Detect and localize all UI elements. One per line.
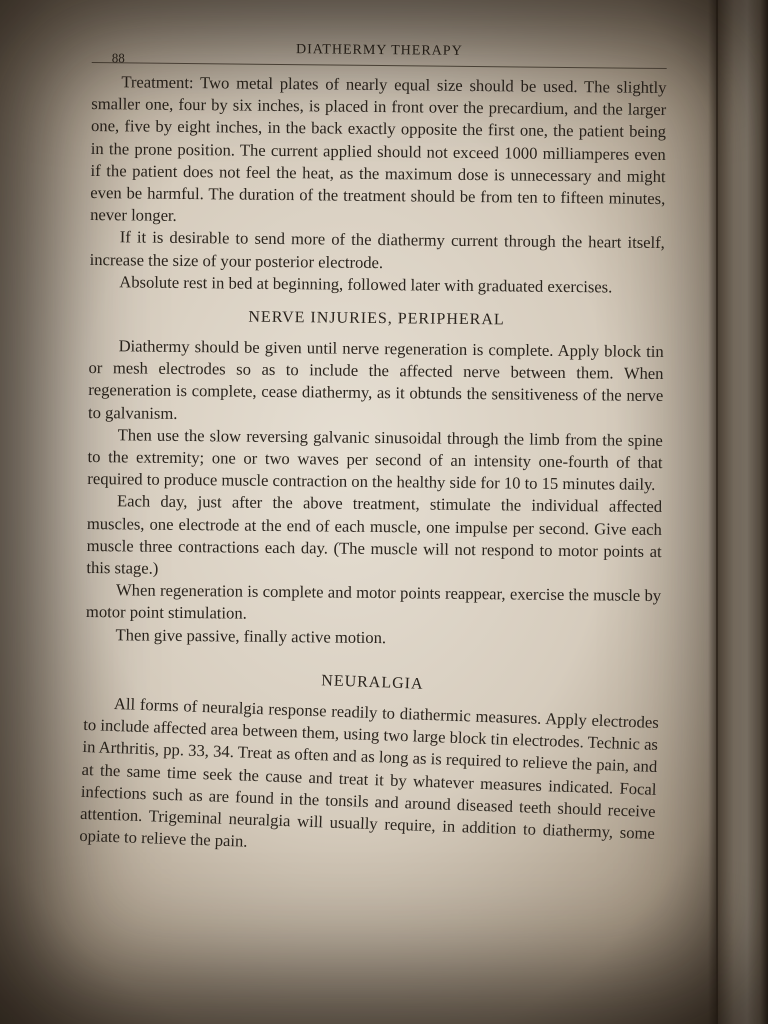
paragraph-nerve-5: Then give passive, finally active motion.: [115, 624, 387, 647]
paragraph-posterior-electrode: If it is desirable to send more of the diathermy current through the heart itself, increase the size of your posterior electrode.: [89, 227, 665, 272]
paragraph-nerve-1: Diathermy should be given until nerve regeneration is complete. Apply block tin or mesh electrodes so as to include the affected nerve between them. When regeneration is complete, cease diathermy, as it obtunds the sensitiveness of the nerve to galvanism.: [87, 336, 664, 423]
paragraph-absolute-rest: Absolute rest in bed at beginning, followed later with graduated exercises.: [119, 272, 613, 297]
paragraph-nerve-2: Then use the slow reversing galvanic sinusoidal through the limb from the spine to the extremity; one or two waves per second of an intensity one-fourth of that required to produce muscle contraction on the healthy side for 10 to 15 minutes daily.: [87, 425, 663, 495]
page-number: 88: [111, 50, 125, 66]
paragraph-treatment: Treatment: Two metal plates of nearly equal size should be used. The slightly smaller one, four by six inches, is placed in front over the precardium, and the larger one, five by eight inches, in the back exactly opposite the first one, the patient being in the prone position. The current applied should not exceed 1000 milliamperes even if the patient does not feel the heat, as the maximum dose is unnecessary and might even be harmful. The duration of the treatment should be from ten to fifteen minutes, never longer.: [90, 72, 667, 226]
neuralgia-block: [79, 664, 660, 867]
treatment-block: [89, 71, 666, 299]
paragraph-nerve-4: When regeneration is complete and motor points reappear, exercise the muscle by motor point stimulation.: [85, 580, 662, 624]
section-heading-nerve-injuries: NERVE INJURIES, PERIPHERAL: [248, 308, 505, 329]
section-heading-neuralgia: NEURALGIA: [321, 672, 424, 693]
nerve-injuries-section: [86, 335, 664, 652]
paragraph-neuralgia: All forms of neuralgia response readily to diathermic measures. Apply electrodes to include affected area between them, using two large block tin electrodes. Technic as in Arthritis, pp. 33, 34. Treat as often and as long as is required to relieve the pain, and at the same time seek the cause and treat it by whatever measures indicated. Focal infections such as are found in the tonsils and around diseased teeth should receive attention. Trigeminal neuralgia will usually require, in addition to diathermy, some opiate to relieve the pain.: [79, 693, 660, 851]
adjacent-page-edge: [716, 0, 768, 1024]
page-gutter-shadow: [708, 0, 718, 1024]
running-head: DIATHERMY THERAPY: [295, 42, 463, 59]
page-header: [92, 36, 667, 69]
paragraph-nerve-3: Each day, just after the above treatment, stimulate the individual affected muscles, one electrode at the end of each muscle, one impulse per second. Give each muscle three contractions each day. (The muscle will not respond to motor points at this stage.): [86, 491, 663, 578]
book-page: [79, 36, 667, 853]
